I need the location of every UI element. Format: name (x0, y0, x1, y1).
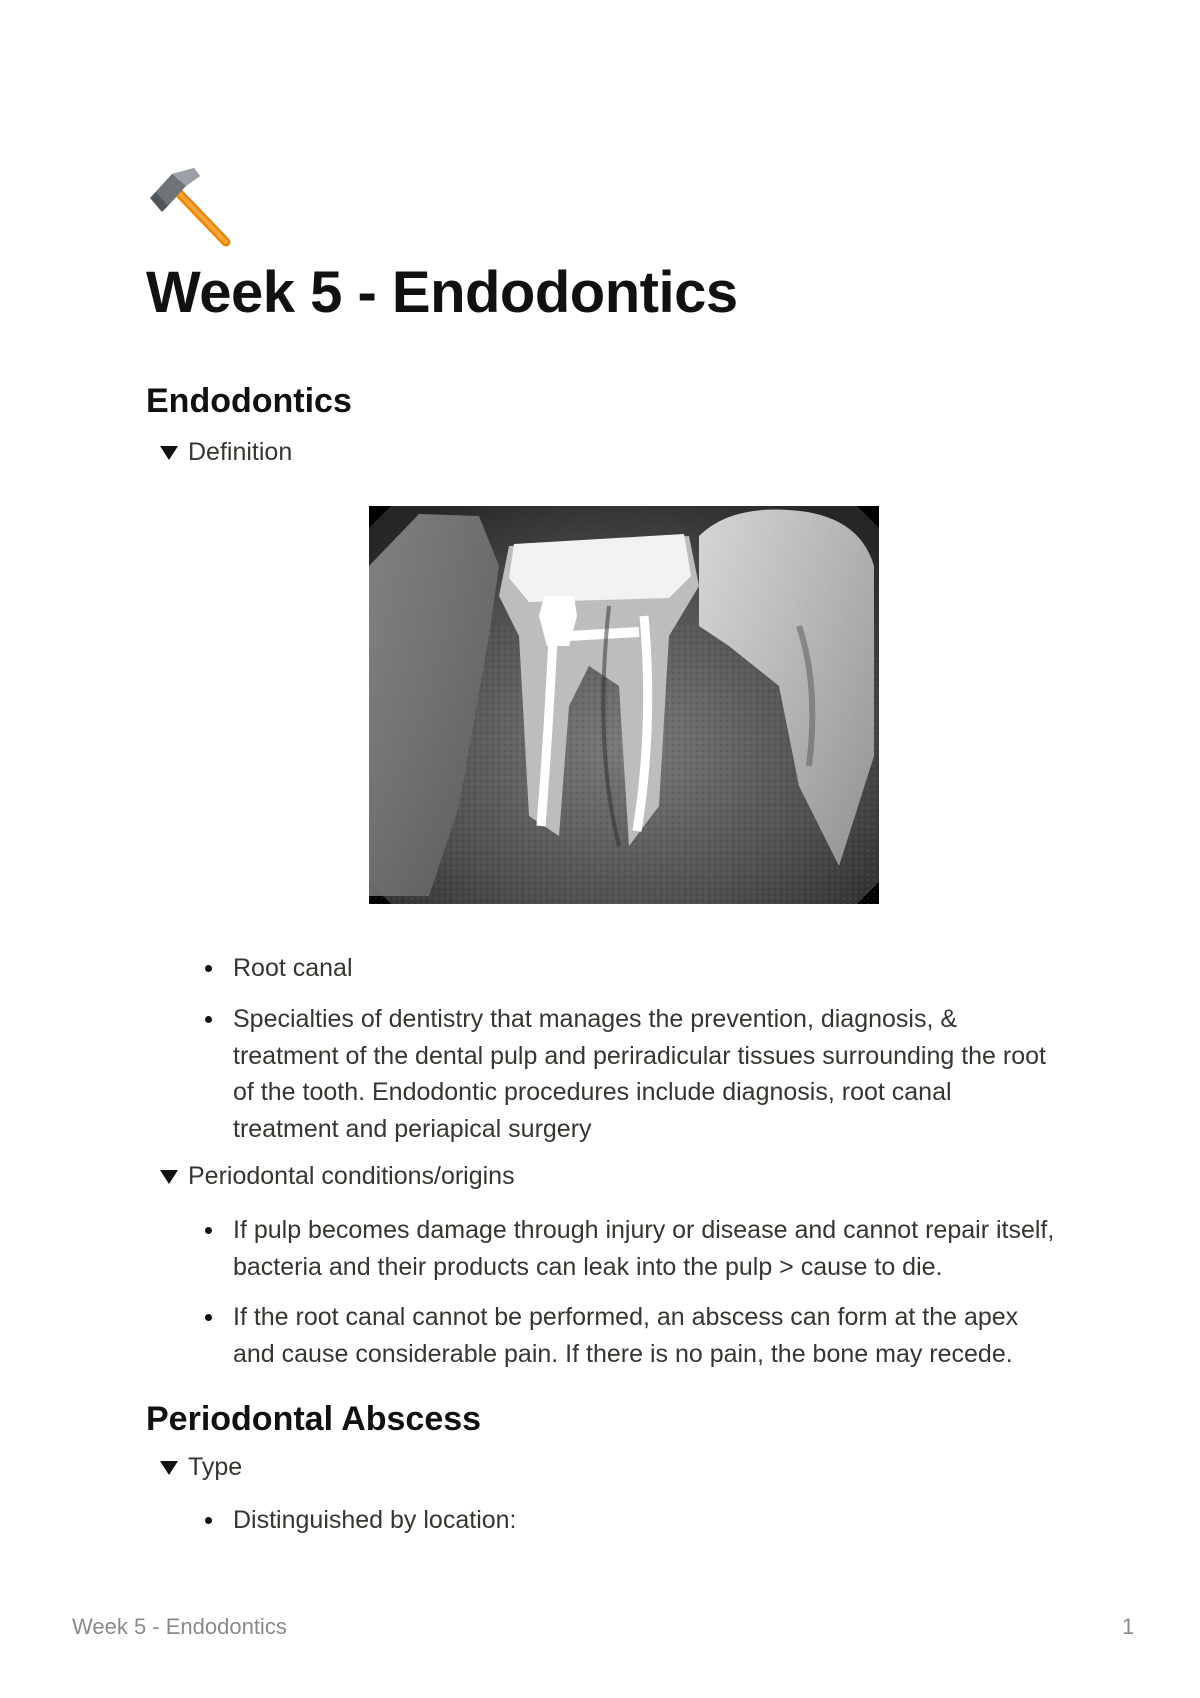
footer-doc-title: Week 5 - Endodontics (72, 1614, 287, 1639)
bullet-dot (205, 965, 212, 972)
toggle-periodontal-conditions[interactable] (160, 1160, 515, 1192)
toggle-label: Periodontal conditions/origins (188, 1162, 515, 1190)
list-item: If pulp becomes damage through injury or disease and cannot repair itself, bacteria and their products can leak into the pulp > cause to die. (233, 1212, 1063, 1285)
section-heading-endodontics: Endodontics (146, 382, 352, 420)
bullet-dot (205, 1227, 212, 1234)
bullet-dot (205, 1016, 212, 1023)
bullet-dot (205, 1517, 212, 1524)
list-item: Distinguished by location: (233, 1502, 1063, 1539)
toggle-definition[interactable] (160, 436, 292, 468)
root-canal-xray-image (369, 506, 879, 904)
list-item: Specialties of dentistry that manages the prevention, diagnosis, & treatment of the dental pulp and periradicular tissues surrounding the root of the tooth. Endodontic procedures include diagnosis, root canal treatment and periapical surgery (233, 1001, 1063, 1147)
list-item: Root canal (233, 950, 1063, 987)
toggle-triangle-icon[interactable] (160, 446, 178, 460)
toggle-type[interactable] (160, 1451, 242, 1483)
bullet-dot (205, 1314, 212, 1321)
hammer-icon (146, 162, 232, 248)
toggle-label: Type (188, 1453, 243, 1481)
toggle-triangle-icon[interactable] (160, 1170, 178, 1184)
list-item: If the root canal cannot be performed, an abscess can form at the apex and cause considerable pain. If there is no pain, the bone may recede. (233, 1299, 1063, 1372)
toggle-label: Definition (188, 438, 293, 466)
toggle-triangle-icon[interactable] (160, 1461, 178, 1475)
footer-page-number: 1 (1122, 1614, 1135, 1639)
section-heading-periodontal-abscess: Periodontal Abscess (146, 1400, 482, 1438)
page-title: Week 5 - Endodontics (146, 260, 738, 325)
